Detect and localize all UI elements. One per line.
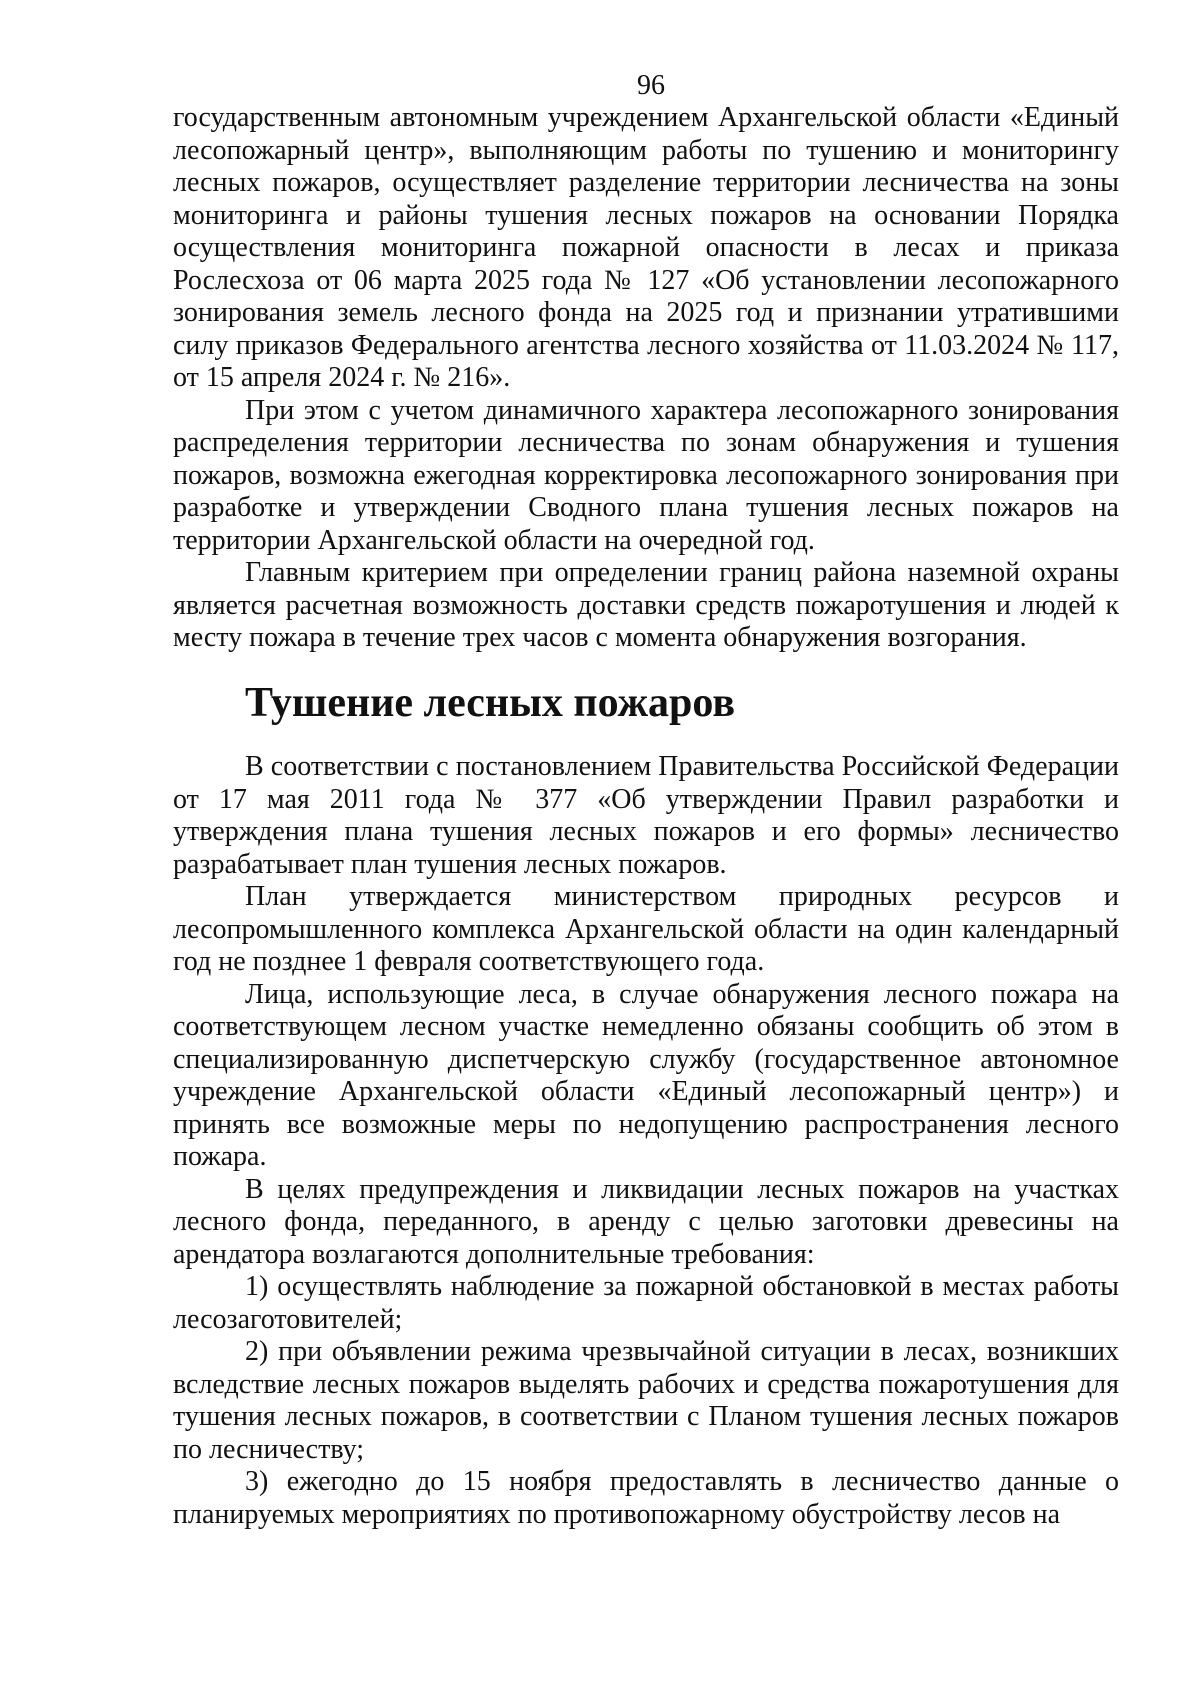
paragraph-lessee-requirements: В целях предупреждения и ликвидации лесных пожаров на участках лесного фонда, переданного, в аренду с целью заготовки древесины на арендатора возлагаются дополнительные требования: [173, 1173, 1119, 1270]
list-item-emergency-resources: 2) при объявлении режима чрезвычайной ситуации в лесах, возникших вследствие лесных пожаров выделять рабочих и средства пожаротушения для тушения лесных пожаров, в соответствии с Планом тушения лесных пожаров по лесничеству; [173, 1336, 1119, 1465]
paragraph-plan-approval: План утверждается министерством природных ресурсов и лесопромышленного комплекса Архангельской области на один календарный год не позднее 1 февраля соответствующего года. [173, 881, 1119, 977]
paragraph-government-decree: В соответствии с постановлением Правительства Российской Федерации от 17 мая 2011 года № 377 «Об утверждении Правил разработки и утверждения плана тушения лесных пожаров и его формы» лесничество разрабатывает план тушения лесных пожаров. [173, 751, 1119, 880]
section-heading: Тушение лесных пожаров [245, 679, 736, 726]
paragraph-zoning-correction: При этом с учетом динамичного характера лесопожарного зонирования распределения территории лесничества по зонам обнаружения и тушения пожаров, возможна ежегодная корректировка лесопожарного зонирования при разработке и утверждении Сводного плана тушения лесных пожаров на территории Архангельской области на очередной год. [173, 394, 1119, 556]
document-page [173, 70, 1119, 1531]
list-item-monitoring: 1) осуществлять наблюдение за пожарной обстановкой в местах работы лесозаготовителей; [173, 1271, 1119, 1335]
paragraph-zoning-continued: государственным автономным учреждением Архангельской области «Единый лесопожарный центр», выполняющим работы по тушению и мониторингу лесных пожаров, осуществляет разделение территории лесничества на зоны мониторинга и районы тушения лесных пожаров на основании Порядка осуществления мониторинга пожарной опасности в лесах и приказа Рослесхоза от 06 марта 2025 года № 127 «Об установлении лесопожарного зонирования земель лесного фонда на 2025 год и признании утратившими силу приказов Федерального агентства лесного хозяйства от 11.03.2024 № 117, от 15 апреля 2024 г. № 216». [173, 102, 1119, 393]
page-number: 96 [637, 70, 665, 101]
list-item-annual-report: 3) ежегодно до 15 ноября предоставлять в лесничество данные о планируемых мероприятиях по противопожарному обустройству лесов на [173, 1466, 1119, 1530]
paragraph-forest-users-duty: Лица, использующие леса, в случае обнаружения лесного пожара на соответствующем лесном участке немедленно обязаны сообщить об этом в специализированную диспетчерскую службу (государственное автономное учреждение Архангельской области «Единый лесопожарный центр») и принять все возможные меры по недопущению распространения лесного пожара. [173, 978, 1119, 1172]
paragraph-ground-protection-criterion: Главным критерием при определении границ района наземной охраны является расчетная возможность доставки средств пожаротушения и людей к месту пожара в течение трех часов с момента обнаружения возгорания. [173, 557, 1119, 653]
